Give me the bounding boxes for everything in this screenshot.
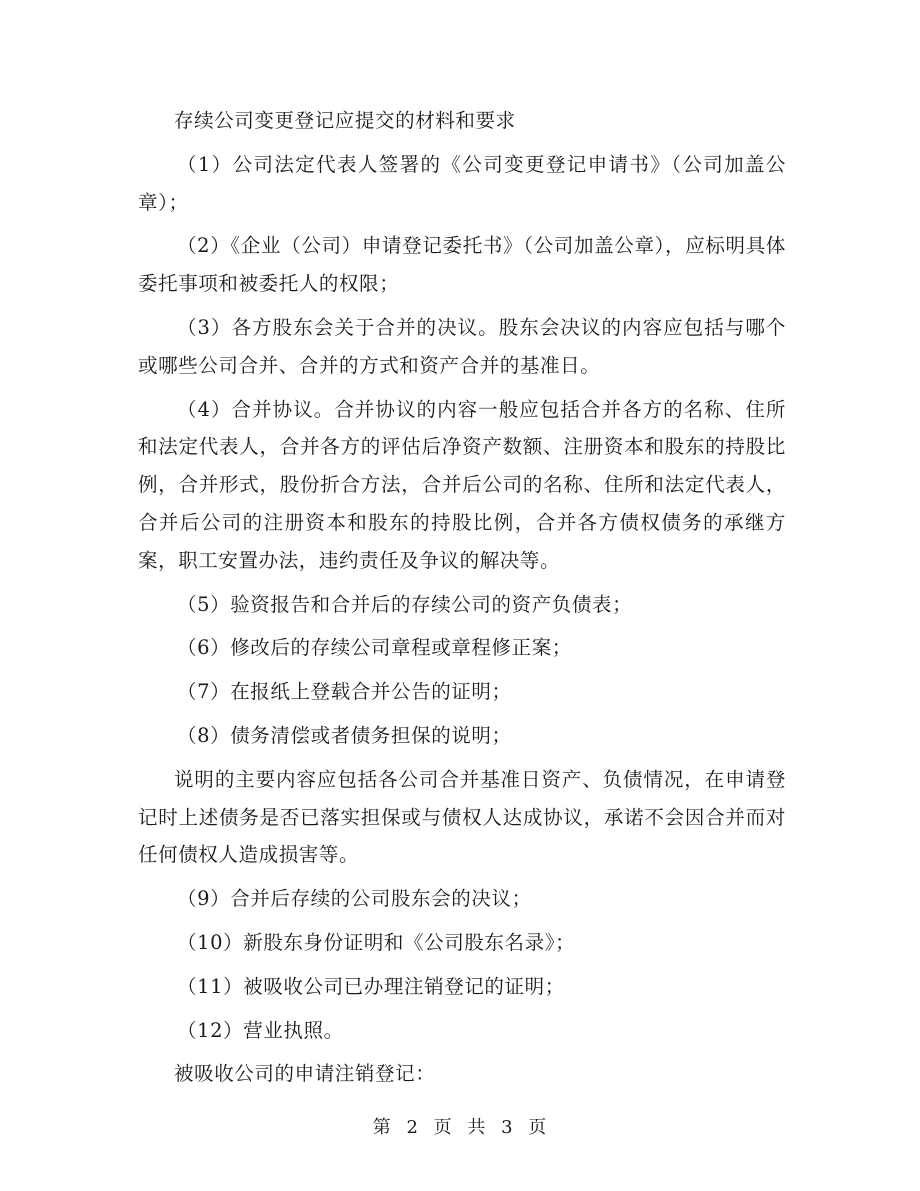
list-item-11: （11）被吸收公司已办理注销登记的证明；: [177, 974, 565, 998]
list-item-7: （7）在报纸上登载合并公告的证明；: [177, 680, 512, 704]
list-item-12: （12）营业执照。: [177, 1018, 344, 1042]
section-title: 存续公司变更登记应提交的材料和要求: [174, 109, 516, 132]
list-item-10: （10）新股东身份证明和《公司股东名录》；: [177, 930, 576, 954]
list-item-5: （5）验资报告和合并后的存续公司的资产负债表；: [177, 592, 633, 616]
list-item-6: （6）修改后的存续公司章程或章程修正案；: [177, 636, 572, 660]
list-item-3: （3）各方股东会关于合并的决议。股东会决议的内容应包括与哪个或哪些公司合并、合并的方式和资产合并的基准日。: [138, 315, 786, 377]
closing-heading: 被吸收公司的申请注销登记：: [174, 1062, 436, 1086]
list-item-2: （2）《企业（公司）申请登记委托书》（公司加盖公章），应标明具体委托事项和被委托人的权限；: [138, 234, 786, 296]
explanation-paragraph: 说明的主要内容应包括各公司合并基准日资产、负债情况，在申请登记时上述债务是否已落实担保或与债权人达成协议，承诺不会因合并而对任何债权人造成损害等。: [138, 767, 786, 867]
list-item-9: （9）合并后存续的公司股东会的决议；: [177, 887, 532, 911]
list-item-1: （1）公司法定代表人签署的《公司变更登记申请书》（公司加盖公章）；: [138, 152, 786, 214]
page-number-footer: 第 2 页 共 3 页: [372, 1117, 548, 1138]
list-item-4: （4）合并协议。合并协议的内容一般应包括合并各方的名称、住所和法定代表人，合并各方的评估后净资产数额、注册资本和股东的持股比例，合并形式，股份折合方法，合并后公司的名称、住所和法定代表人，合并后公司的注册资本和股东的持股比例，合并各方债权债务的承继方案，职工安置办法，违约责任及争议的解决等。: [138, 397, 786, 572]
list-item-8: （8）债务清偿或者债务担保的说明；: [177, 723, 512, 747]
document-body: [138, 102, 786, 1093]
